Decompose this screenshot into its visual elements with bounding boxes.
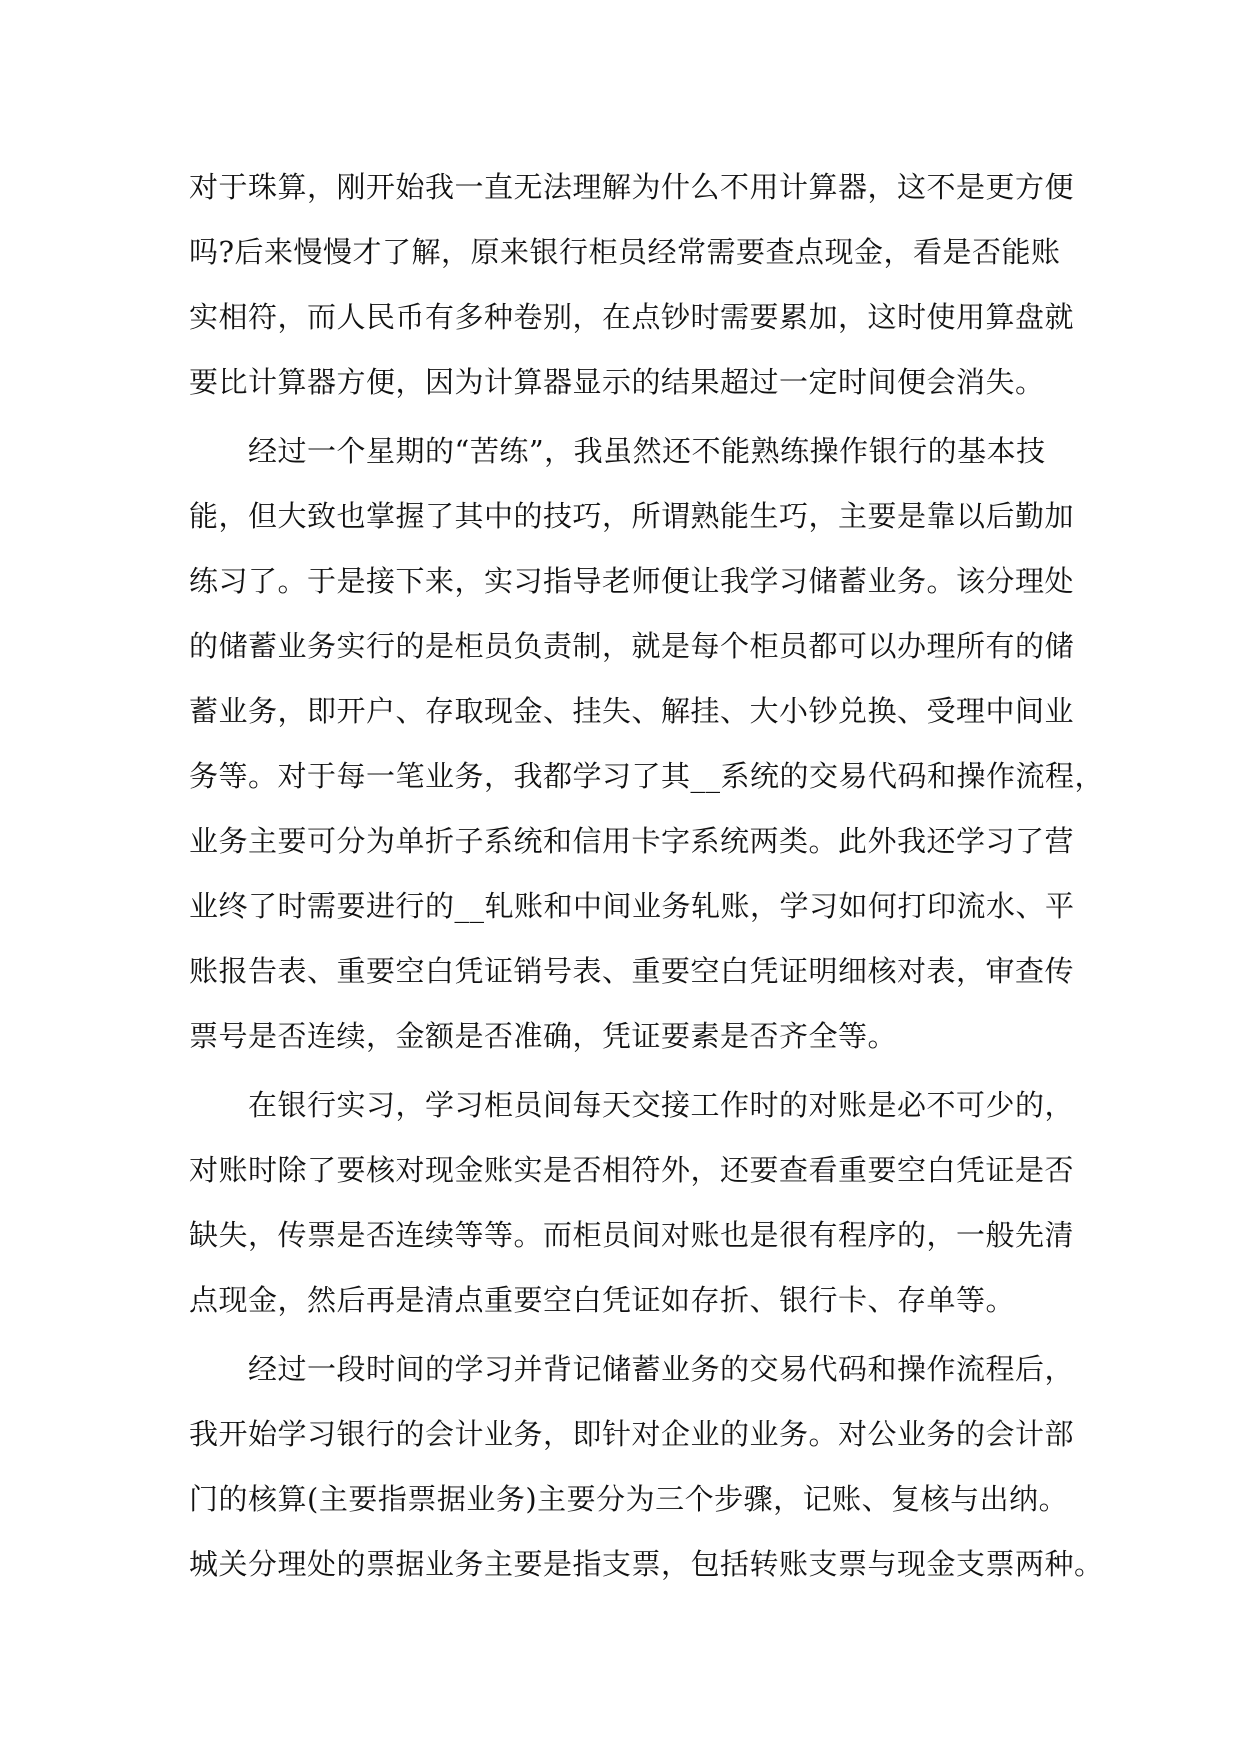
paragraph-reconciliation — [189, 1073, 1075, 1333]
text-line: 对账时除了要核对现金账实是否相符外，还要查看重要空白凭证是否 — [189, 1153, 1075, 1187]
text-line: 我开始学习银行的会计业务，即针对企业的业务。对公业务的会计部 — [189, 1417, 1075, 1451]
paragraph-abacus — [189, 155, 1075, 415]
text-line: 的储蓄业务实行的是柜员负责制，就是每个柜员都可以办理所有的储 — [189, 629, 1075, 663]
text-line: 业终了时需要进行的__轧账和中间业务轧账，学习如何打印流水、平 — [189, 889, 1075, 923]
text-line: 点现金，然后再是清点重要空白凭证如存折、银行卡、存单等。 — [189, 1283, 1016, 1317]
text-line: 实相符，而人民币有多种卷别，在点钞时需要累加，这时使用算盘就 — [189, 300, 1075, 334]
text-line: 要比计算器方便，因为计算器显示的结果超过一定时间便会消失。 — [189, 365, 1045, 399]
text-line: 经过一段时间的学习并背记储蓄业务的交易代码和操作流程后， — [189, 1352, 1075, 1386]
text-line: 门的核算(主要指票据业务)主要分为三个步骤，记账、复核与出纳。 — [189, 1482, 1069, 1516]
text-line: 账报告表、重要空白凭证销号表、重要空白凭证明细核对表，审查传 — [189, 954, 1075, 988]
text-line: 票号是否连续，金额是否准确，凭证要素是否齐全等。 — [189, 1019, 898, 1053]
paragraph-savings — [189, 419, 1105, 1069]
text-line: 在银行实习，学习柜员间每天交接工作时的对账是必不可少的， — [189, 1088, 1075, 1122]
document-body — [189, 155, 1105, 1601]
text-line: 缺失，传票是否连续等等。而柜员间对账也是很有程序的，一般先清 — [189, 1218, 1075, 1252]
text-line: 蓄业务，即开户、存取现金、挂失、解挂、大小钞兑换、受理中间业 — [189, 694, 1075, 728]
text-line: 经过一个星期的“苦练”，我虽然还不能熟练操作银行的基本技 — [189, 434, 1046, 468]
text-line: 城关分理处的票据业务主要是指支票，包括转账支票与现金支票两种。 — [189, 1547, 1104, 1581]
text-line: 业务主要可分为单折子系统和信用卡字系统两类。此外我还学习了营 — [189, 824, 1075, 858]
text-line: 对于珠算，刚开始我一直无法理解为什么不用计算器，这不是更方便 — [189, 170, 1075, 204]
text-line: 能，但大致也掌握了其中的技巧，所谓熟能生巧，主要是靠以后勤加 — [189, 499, 1075, 533]
text-line: 务等。对于每一笔业务，我都学习了其__系统的交易代码和操作流程， — [189, 759, 1105, 793]
text-line: 吗?后来慢慢才了解，原来银行柜员经常需要查点现金，看是否能账 — [189, 235, 1061, 269]
paragraph-accounting — [189, 1337, 1104, 1597]
text-line: 练习了。于是接下来，实习指导老师便让我学习储蓄业务。该分理处 — [189, 564, 1075, 598]
